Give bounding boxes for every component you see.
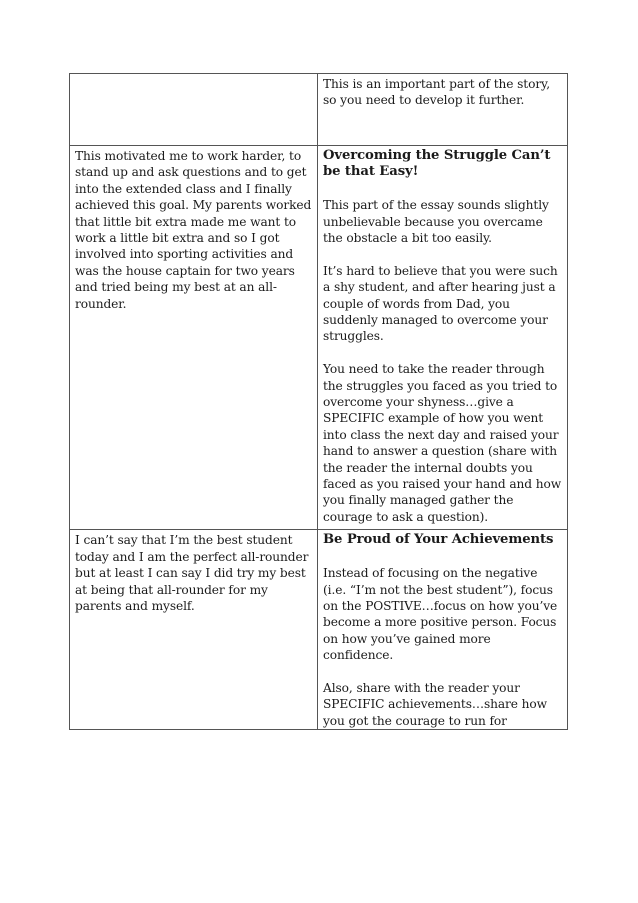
feedback-paragraph: This part of the essay sounds slightly unbelievable because you overcame the obstacle a bit too easily. bbox=[323, 198, 549, 246]
feedback-cell bbox=[318, 530, 568, 730]
essay-text-cell bbox=[70, 146, 318, 530]
feedback-table bbox=[69, 73, 568, 730]
feedback-cell bbox=[318, 146, 568, 530]
feedback-paragraph: Instead of focusing on the negative (i.e. “I’m not the best student”), focus on the POSTIVE…focus on how you’ve become a more positive person. Focus on how you’ve gained more confidence. bbox=[323, 566, 558, 663]
feedback-paragraph: It’s hard to believe that you were such a shy student, and after hearing just a couple of words from Dad, you suddenly managed to overcome your struggles. bbox=[323, 263, 558, 344]
table-row bbox=[70, 146, 568, 530]
feedback-paragraph: This is an important part of the story, so you need to develop it further. bbox=[323, 77, 551, 108]
feedback-paragraph: You need to take the reader through the struggles you faced as you tried to overcome your shyness…give a SPECIFIC example of how you went into class the next day and raised your hand to answer a question (share with the reader the internal doubts you faced as you raised your hand and how you finally managed gather the courage to ask a question). bbox=[323, 362, 562, 524]
feedback-cell bbox=[318, 74, 568, 146]
essay-text: This motivated me to work harder, to stand up and ask questions and to get into the extended class and I finally achieved this goal. My parents worked that little bit extra made me want to work a little bit extra and so I got involved into sporting activities and was the house captain for two years and tried being my best at an all-rounder. bbox=[75, 149, 312, 311]
feedback-heading: Be Proud of Your Achievements bbox=[323, 532, 554, 548]
essay-text: I can’t say that I’m the best student today and I am the perfect all-rounder but at least I can say I did try my best at being that all-rounder for my parents and myself. bbox=[75, 533, 309, 613]
essay-text-cell bbox=[70, 74, 318, 146]
feedback-heading: Overcoming the Struggle Can’t be that Easy! bbox=[323, 148, 551, 180]
feedback-paragraph: Also, share with the reader your SPECIFIC achievements…share how you got the courage to run for bbox=[323, 680, 547, 728]
table-row bbox=[70, 74, 568, 146]
essay-text-cell bbox=[70, 530, 318, 730]
table-row bbox=[70, 530, 568, 730]
